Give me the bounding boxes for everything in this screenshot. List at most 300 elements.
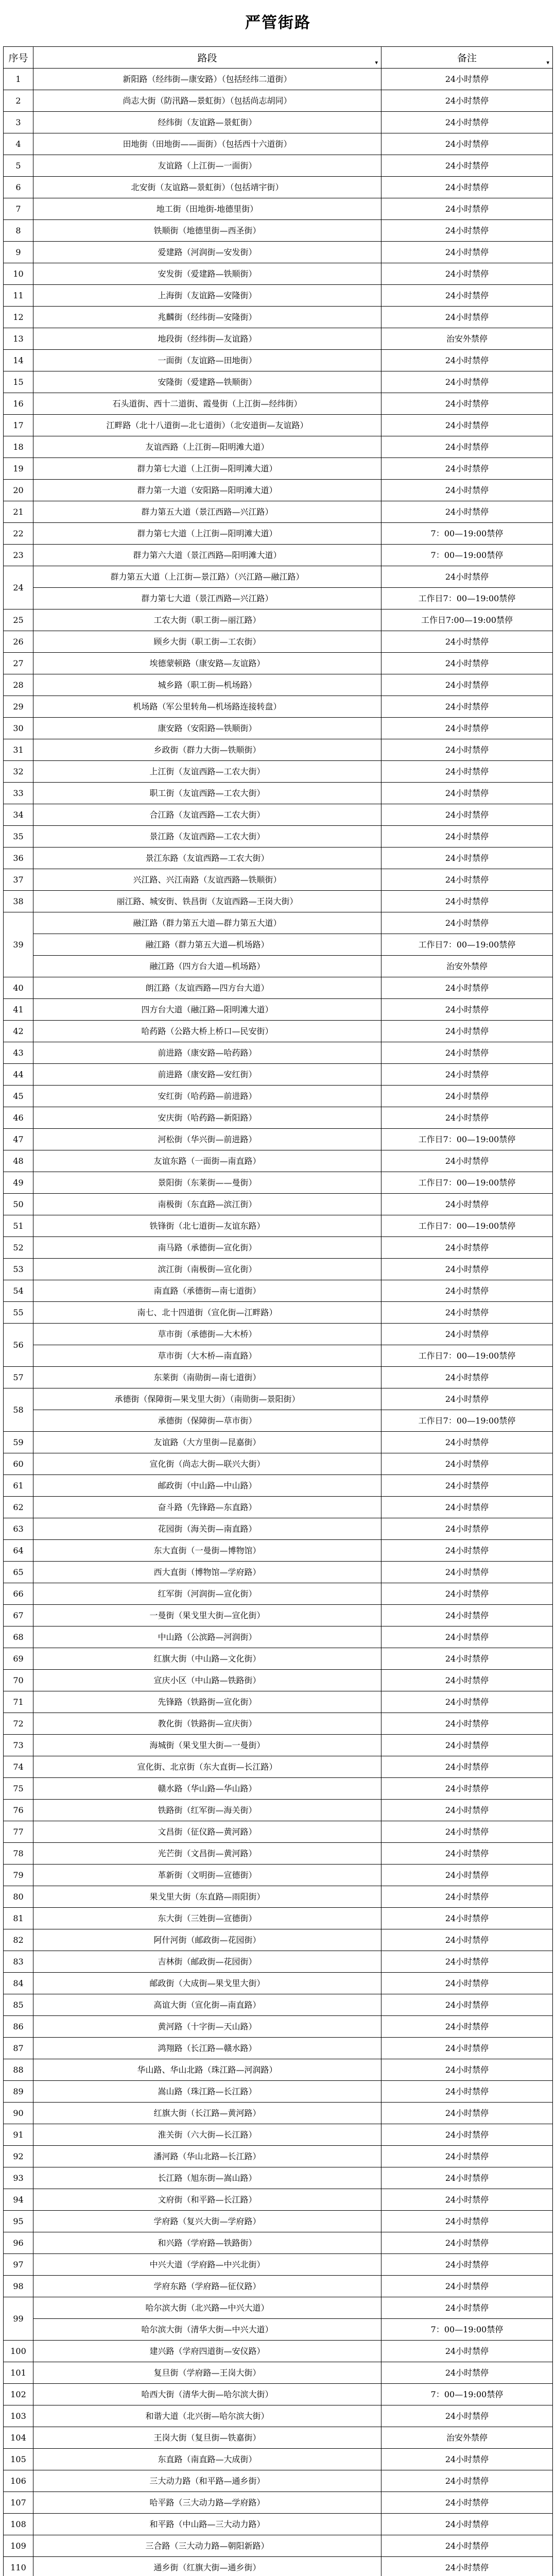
table-row <box>4 1929 553 1951</box>
table-row <box>4 609 553 631</box>
row-number: 28 <box>4 674 33 696</box>
road-segment: 红军街（河润街—宣化街） <box>33 1583 381 1605</box>
restriction-note: 24小时禁停 <box>381 415 553 436</box>
road-segment: 南马路（承德街—宣化街） <box>33 1237 381 1259</box>
filter-arrow-icon: ▾ <box>546 59 549 66</box>
restriction-note: 24小时禁停 <box>381 566 553 588</box>
table-row <box>4 2016 553 2038</box>
table-row <box>4 2557 553 2576</box>
row-number: 44 <box>4 1064 33 1086</box>
row-number: 56 <box>4 1324 33 1367</box>
road-segment: 铁路街（红军街—海关街） <box>33 1800 381 1821</box>
table-row <box>4 1259 553 1280</box>
row-number: 75 <box>4 1778 33 1800</box>
restriction-note: 24小时禁停 <box>381 804 553 826</box>
road-segment: 王岗大街（复旦街—铁嘉街） <box>33 2427 381 2449</box>
row-number: 48 <box>4 1150 33 1172</box>
restriction-note: 工作日7：00—19:00禁停 <box>381 1129 553 1150</box>
table-row <box>4 1475 553 1497</box>
table-row <box>4 1648 553 1670</box>
road-segment: 红旗大街（长江路—黄河路） <box>33 2103 381 2124</box>
row-number: 25 <box>4 609 33 631</box>
row-number: 51 <box>4 1215 33 1237</box>
row-number: 8 <box>4 220 33 242</box>
row-number: 53 <box>4 1259 33 1280</box>
road-segment: 群力第一大道（安阳路—阳明滩大道） <box>33 480 381 501</box>
row-number: 5 <box>4 155 33 177</box>
road-segment: 果戈里大街（东直路—雨阳街） <box>33 1886 381 1908</box>
restriction-note: 工作日7：00—19:00禁停 <box>381 1410 553 1432</box>
table-row <box>4 436 553 458</box>
row-number: 102 <box>4 2384 33 2405</box>
row-number: 107 <box>4 2492 33 2514</box>
restriction-note: 24小时禁停 <box>381 674 553 696</box>
restriction-note: 24小时禁停 <box>381 1367 553 1388</box>
row-number: 76 <box>4 1800 33 1821</box>
restriction-note: 24小时禁停 <box>381 480 553 501</box>
row-number: 61 <box>4 1475 33 1497</box>
road-segment: 哈尔滨大街（北兴路—中兴大道） <box>33 2297 381 2319</box>
table-row <box>4 1302 553 1324</box>
table-row <box>4 155 553 177</box>
restriction-note: 24小时禁停 <box>381 2146 553 2167</box>
table-row <box>4 1280 553 1302</box>
restriction-note: 24小时禁停 <box>381 1107 553 1129</box>
restriction-note: 工作日7：00—19:00禁停 <box>381 1172 553 1194</box>
restriction-note: 24小时禁停 <box>381 1713 553 1735</box>
road-segment: 南极街（东直路—滨江街） <box>33 1194 381 1215</box>
table-row <box>4 1453 553 1475</box>
row-number: 63 <box>4 1518 33 1540</box>
row-number: 94 <box>4 2189 33 2211</box>
road-segment: 中山路（公滨路—河润街） <box>33 1626 381 1648</box>
header-road <box>33 47 381 69</box>
row-number: 72 <box>4 1713 33 1735</box>
restriction-note: 24小时禁停 <box>381 1259 553 1280</box>
table-row <box>4 826 553 848</box>
restriction-note: 24小时禁停 <box>381 1756 553 1778</box>
table-row <box>4 934 553 956</box>
table-row <box>4 1778 553 1800</box>
row-number: 15 <box>4 371 33 393</box>
restriction-note: 24小时禁停 <box>381 2341 553 2362</box>
header-note-label: 备注 <box>457 53 477 64</box>
restriction-note: 24小时禁停 <box>381 1518 553 1540</box>
row-number: 60 <box>4 1453 33 1475</box>
road-segment: 景江路（友谊西路—工农大街） <box>33 826 381 848</box>
road-segment: 东大街（三姓街—宣德街） <box>33 1908 381 1929</box>
table-row <box>4 1800 553 1821</box>
road-segment: 新阳路（经纬街—康安路）（包括经纬二道街） <box>33 69 381 90</box>
table-row <box>4 2276 553 2297</box>
table-row <box>4 1756 553 1778</box>
page-title: 严管街路 <box>245 14 311 32</box>
row-number: 26 <box>4 631 33 653</box>
road-segment: 兆麟街（经纬街—安隆街） <box>33 307 381 328</box>
road-segment: 机场路（军公里转角—机场路连接转盘） <box>33 696 381 718</box>
table-row <box>4 2427 553 2449</box>
table-row <box>4 1367 553 1388</box>
table-row <box>4 588 553 609</box>
table-row <box>4 2189 553 2211</box>
road-segment: 先锋路（铁路街—宣化街） <box>33 1691 381 1713</box>
road-segment: 鸿翔路（长江路—赣水路） <box>33 2038 381 2059</box>
table-row <box>4 977 553 999</box>
table-row <box>4 1583 553 1605</box>
road-segment: 地工街（田地街-地德里街） <box>33 198 381 220</box>
road-segment: 邮政街（中山路—中山路） <box>33 1475 381 1497</box>
row-number: 98 <box>4 2276 33 2297</box>
table-row <box>4 1042 553 1064</box>
road-segment: 黄河路（十字街—天山路） <box>33 2016 381 2038</box>
road-segment: 安庆街（哈药路—新阳路） <box>33 1107 381 1129</box>
table-row <box>4 1843 553 1865</box>
restriction-note: 24小时禁停 <box>381 1021 553 1042</box>
row-number: 91 <box>4 2124 33 2146</box>
restriction-note: 24小时禁停 <box>381 2167 553 2189</box>
row-number: 74 <box>4 1756 33 1778</box>
restriction-note: 24小时禁停 <box>381 2535 553 2557</box>
restriction-note: 24小时禁停 <box>381 1800 553 1821</box>
restriction-note: 24小时禁停 <box>381 2557 553 2576</box>
table-row <box>4 458 553 480</box>
restriction-note: 工作日7：00—19:00禁停 <box>381 934 553 956</box>
restriction-note: 24小时禁停 <box>381 198 553 220</box>
restriction-note: 24小时禁停 <box>381 761 553 783</box>
row-number: 1 <box>4 69 33 90</box>
table-row <box>4 1086 553 1107</box>
table-row <box>4 869 553 891</box>
row-number: 54 <box>4 1280 33 1302</box>
road-segment: 滨江街（南极街—宣化街） <box>33 1259 381 1280</box>
row-number: 12 <box>4 307 33 328</box>
restriction-note: 24小时禁停 <box>381 1583 553 1605</box>
road-segment: 一曼街（果戈里大街—宣化街） <box>33 1605 381 1626</box>
row-number: 29 <box>4 696 33 718</box>
restriction-note: 24小时禁停 <box>381 177 553 198</box>
restriction-note: 24小时禁停 <box>381 1994 553 2016</box>
table-row <box>4 1691 553 1713</box>
road-segment: 和平路（中山路—三大动力路） <box>33 2514 381 2535</box>
row-number: 43 <box>4 1042 33 1064</box>
road-segment: 经纬街（友谊路—景虹街） <box>33 112 381 133</box>
row-number: 68 <box>4 1626 33 1648</box>
road-segment: 群力第五大道（上江街—景江路）（兴江路—融江路） <box>33 566 381 588</box>
road-segment: 草市街（承德街—大木桥） <box>33 1324 381 1345</box>
table-row <box>4 2384 553 2405</box>
restriction-note: 24小时禁停 <box>381 1432 553 1453</box>
row-number: 17 <box>4 415 33 436</box>
row-number: 71 <box>4 1691 33 1713</box>
road-segment: 教化街（铁路街—宣庆街） <box>33 1713 381 1735</box>
road-segment: 工农大街（职工街—丽江路） <box>33 609 381 631</box>
road-segment: 承德街（保障街—果戈里大街）（南勋街—景阳街） <box>33 1388 381 1410</box>
road-segment: 三合路（三大动力路—朝阳新路） <box>33 2535 381 2557</box>
row-number: 7 <box>4 198 33 220</box>
table-row <box>4 1886 553 1908</box>
table-row <box>4 69 553 90</box>
road-segment: 田地街（田地街——面街）（包括西十六道街） <box>33 133 381 155</box>
restriction-note: 24小时禁停 <box>381 155 553 177</box>
road-segment: 草市街（大木桥—南直路） <box>33 1345 381 1367</box>
restriction-note: 24小时禁停 <box>381 2232 553 2254</box>
restriction-note: 24小时禁停 <box>381 1042 553 1064</box>
restriction-note: 24小时禁停 <box>381 1821 553 1843</box>
restriction-note: 24小时禁停 <box>381 458 553 480</box>
restriction-note: 24小时禁停 <box>381 1453 553 1475</box>
table-row <box>4 1388 553 1410</box>
restriction-note: 24小时禁停 <box>381 739 553 761</box>
restriction-note: 24小时禁停 <box>381 1475 553 1497</box>
row-number: 18 <box>4 436 33 458</box>
row-number: 83 <box>4 1951 33 1973</box>
row-number: 69 <box>4 1648 33 1670</box>
road-segment: 邮政街（大成街—果戈里大街） <box>33 1973 381 1994</box>
table-row <box>4 2362 553 2384</box>
restriction-note: 24小时禁停 <box>381 1865 553 1886</box>
table-row <box>4 1194 553 1215</box>
row-number: 92 <box>4 2146 33 2167</box>
road-segment: 上海街（友谊路—安隆街） <box>33 285 381 307</box>
row-number: 35 <box>4 826 33 848</box>
row-number: 101 <box>4 2362 33 2384</box>
street-table <box>3 46 553 2576</box>
table-row <box>4 1951 553 1973</box>
row-number: 10 <box>4 263 33 285</box>
row-number: 67 <box>4 1605 33 1626</box>
restriction-note: 24小时禁停 <box>381 1886 553 1908</box>
row-number: 103 <box>4 2405 33 2427</box>
table-row <box>4 1345 553 1367</box>
road-segment: 文昌街（征仪路—黄河路） <box>33 1821 381 1843</box>
row-number: 88 <box>4 2059 33 2081</box>
table-row <box>4 2492 553 2514</box>
restriction-note: 24小时禁停 <box>381 2492 553 2514</box>
row-number: 32 <box>4 761 33 783</box>
road-segment: 朗江路（友谊西路—四方台大道） <box>33 977 381 999</box>
road-segment: 丽江路、城安街、铁昌街（友谊西路—王岗大街） <box>33 891 381 912</box>
road-segment: 吉林街（邮政街—花园街） <box>33 1951 381 1973</box>
restriction-note: 治安外禁停 <box>381 328 553 350</box>
restriction-note: 24小时禁停 <box>381 1237 553 1259</box>
table-row <box>4 1670 553 1691</box>
restriction-note: 24小时禁停 <box>381 848 553 869</box>
row-number: 96 <box>4 2232 33 2254</box>
table-row <box>4 242 553 263</box>
road-segment: 南直路（承德街—南七道街） <box>33 1280 381 1302</box>
restriction-note: 24小时禁停 <box>381 242 553 263</box>
restriction-note: 24小时禁停 <box>381 2514 553 2535</box>
row-number: 99 <box>4 2297 33 2341</box>
road-segment: 友谊东路（一面街—南直路） <box>33 1150 381 1172</box>
road-segment: 东直路（南直路—大成街） <box>33 2449 381 2470</box>
filter-arrow-icon: ▾ <box>375 59 378 66</box>
road-segment: 学府路（复兴大街—学府路） <box>33 2211 381 2232</box>
table-row <box>4 1605 553 1626</box>
table-row <box>4 2341 553 2362</box>
road-segment: 高谊大街（宣化街—南直路） <box>33 1994 381 2016</box>
road-segment: 西大直街（博物馆—学府路） <box>33 1562 381 1583</box>
row-number: 40 <box>4 977 33 999</box>
table-row <box>4 2254 553 2276</box>
road-segment: 融江路（群力第五大道—机场路） <box>33 934 381 956</box>
row-number: 24 <box>4 566 33 609</box>
restriction-note: 7：00—19:00禁停 <box>381 2384 553 2405</box>
table-row <box>4 891 553 912</box>
row-number: 89 <box>4 2081 33 2103</box>
table-row <box>4 2470 553 2492</box>
header-road-label: 路段 <box>197 53 217 64</box>
road-segment: 通乡街（红旗大街—通乡街） <box>33 2557 381 2576</box>
header-row <box>4 47 553 69</box>
table-row <box>4 328 553 350</box>
road-segment: 和谐大道（北兴街—哈尔滨大街） <box>33 2405 381 2427</box>
row-number: 6 <box>4 177 33 198</box>
restriction-note: 24小时禁停 <box>381 2405 553 2427</box>
row-number: 33 <box>4 783 33 804</box>
table-row <box>4 307 553 328</box>
table-row <box>4 1973 553 1994</box>
row-number: 23 <box>4 545 33 566</box>
table-row <box>4 566 553 588</box>
table-row <box>4 2059 553 2081</box>
row-number: 46 <box>4 1107 33 1129</box>
table-row <box>4 848 553 869</box>
restriction-note: 24小时禁停 <box>381 1929 553 1951</box>
row-number: 79 <box>4 1865 33 1886</box>
road-segment: 地段街（经纬街—友谊路） <box>33 328 381 350</box>
row-number: 85 <box>4 1994 33 2016</box>
restriction-note: 24小时禁停 <box>381 653 553 674</box>
row-number: 87 <box>4 2038 33 2059</box>
restriction-note: 24小时禁停 <box>381 1324 553 1345</box>
table-row <box>4 674 553 696</box>
road-segment: 友谊路（上江街—一面街） <box>33 155 381 177</box>
row-number: 80 <box>4 1886 33 1908</box>
row-number: 41 <box>4 999 33 1021</box>
row-number: 110 <box>4 2557 33 2576</box>
restriction-note: 工作日7：00—19:00禁停 <box>381 1345 553 1367</box>
road-segment: 景阳街（东莱街——曼街） <box>33 1172 381 1194</box>
restriction-note: 24小时禁停 <box>381 783 553 804</box>
road-segment: 哈西大街（清华大街—哈尔滨大街） <box>33 2384 381 2405</box>
row-number: 47 <box>4 1129 33 1150</box>
restriction-note: 24小时禁停 <box>381 1735 553 1756</box>
row-number: 50 <box>4 1194 33 1215</box>
row-number: 81 <box>4 1908 33 1929</box>
row-number: 34 <box>4 804 33 826</box>
road-segment: 文府街（和平路—长江路） <box>33 2189 381 2211</box>
road-segment: 群力第七大道（上江街—阳明滩大道） <box>33 523 381 545</box>
restriction-note: 24小时禁停 <box>381 1648 553 1670</box>
restriction-note: 24小时禁停 <box>381 2254 553 2276</box>
road-segment: 铁顺街（地德里街—西圣街） <box>33 220 381 242</box>
restriction-note: 24小时禁停 <box>381 1302 553 1324</box>
restriction-note: 24小时禁停 <box>381 2081 553 2103</box>
table-row <box>4 1821 553 1843</box>
table-row <box>4 2211 553 2232</box>
table-row <box>4 263 553 285</box>
restriction-note: 24小时禁停 <box>381 2189 553 2211</box>
table-row <box>4 956 553 977</box>
restriction-note: 24小时禁停 <box>381 307 553 328</box>
row-number: 77 <box>4 1821 33 1843</box>
table-row <box>4 1172 553 1194</box>
restriction-note: 24小时禁停 <box>381 2449 553 2470</box>
road-segment: 赣水路（华山路—华山路） <box>33 1778 381 1800</box>
row-number: 39 <box>4 912 33 977</box>
row-number: 20 <box>4 480 33 501</box>
road-segment: 四方台大道（融江路—阳明滩大道） <box>33 999 381 1021</box>
restriction-note: 24小时禁停 <box>381 2038 553 2059</box>
road-segment: 江畔路（北十八道街—北七道街）（北安道街—友谊路） <box>33 415 381 436</box>
restriction-note: 24小时禁停 <box>381 1064 553 1086</box>
restriction-note: 工作日7:00—19:00禁停 <box>381 609 553 631</box>
row-number: 84 <box>4 1973 33 1994</box>
road-segment: 光芒街（文昌街—黄河路） <box>33 1843 381 1865</box>
table-row <box>4 2038 553 2059</box>
row-number: 105 <box>4 2449 33 2470</box>
table-row <box>4 133 553 155</box>
restriction-note: 24小时禁停 <box>381 2470 553 2492</box>
table-row <box>4 1021 553 1042</box>
road-segment: 嵩山路（珠江路—长江路） <box>33 2081 381 2103</box>
table-row <box>4 999 553 1021</box>
restriction-note: 24小时禁停 <box>381 1843 553 1865</box>
row-number: 31 <box>4 739 33 761</box>
restriction-note: 24小时禁停 <box>381 1605 553 1626</box>
row-number: 106 <box>4 2470 33 2492</box>
restriction-note: 治安外禁停 <box>381 2427 553 2449</box>
header-no: 序号 <box>4 47 33 69</box>
road-segment: 乡政街（群力大街—铁顺街） <box>33 739 381 761</box>
row-number: 11 <box>4 285 33 307</box>
table-row <box>4 1497 553 1518</box>
restriction-note: 7：00—19:00禁停 <box>381 545 553 566</box>
table-row <box>4 2081 553 2103</box>
road-segment: 阿什河街（邮政街—花园街） <box>33 1929 381 1951</box>
restriction-note: 24小时禁停 <box>381 350 553 371</box>
table-row <box>4 350 553 371</box>
restriction-note: 24小时禁停 <box>381 133 553 155</box>
row-number: 86 <box>4 2016 33 2038</box>
road-segment: 群力第六大道（景江西路—阳明滩大道） <box>33 545 381 566</box>
road-segment: 潘河路（华山北路—长江路） <box>33 2146 381 2167</box>
table-row <box>4 285 553 307</box>
row-number: 27 <box>4 653 33 674</box>
road-segment: 群力第七大道（景江西路—兴江路） <box>33 588 381 609</box>
table-row <box>4 2319 553 2341</box>
road-segment: 兴江路、兴江南路（友谊西路—铁顺街） <box>33 869 381 891</box>
restriction-note: 24小时禁停 <box>381 631 553 653</box>
restriction-note: 24小时禁停 <box>381 1626 553 1648</box>
restriction-note: 24小时禁停 <box>381 1388 553 1410</box>
restriction-note: 24小时禁停 <box>381 2103 553 2124</box>
table-row <box>4 198 553 220</box>
road-segment: 融江路（群力第五大道—群力第五大道） <box>33 912 381 934</box>
table-row <box>4 2514 553 2535</box>
road-segment: 哈药路（公路大桥上桥口—民安街） <box>33 1021 381 1042</box>
road-segment: 安红街（哈药路—前进路） <box>33 1086 381 1107</box>
table-row <box>4 653 553 674</box>
table-row <box>4 415 553 436</box>
row-number: 58 <box>4 1388 33 1432</box>
road-segment: 爱建路（河润街—安发街） <box>33 242 381 263</box>
row-number: 14 <box>4 350 33 371</box>
row-number: 52 <box>4 1237 33 1259</box>
table-row <box>4 371 553 393</box>
restriction-note: 24小时禁停 <box>381 2016 553 2038</box>
